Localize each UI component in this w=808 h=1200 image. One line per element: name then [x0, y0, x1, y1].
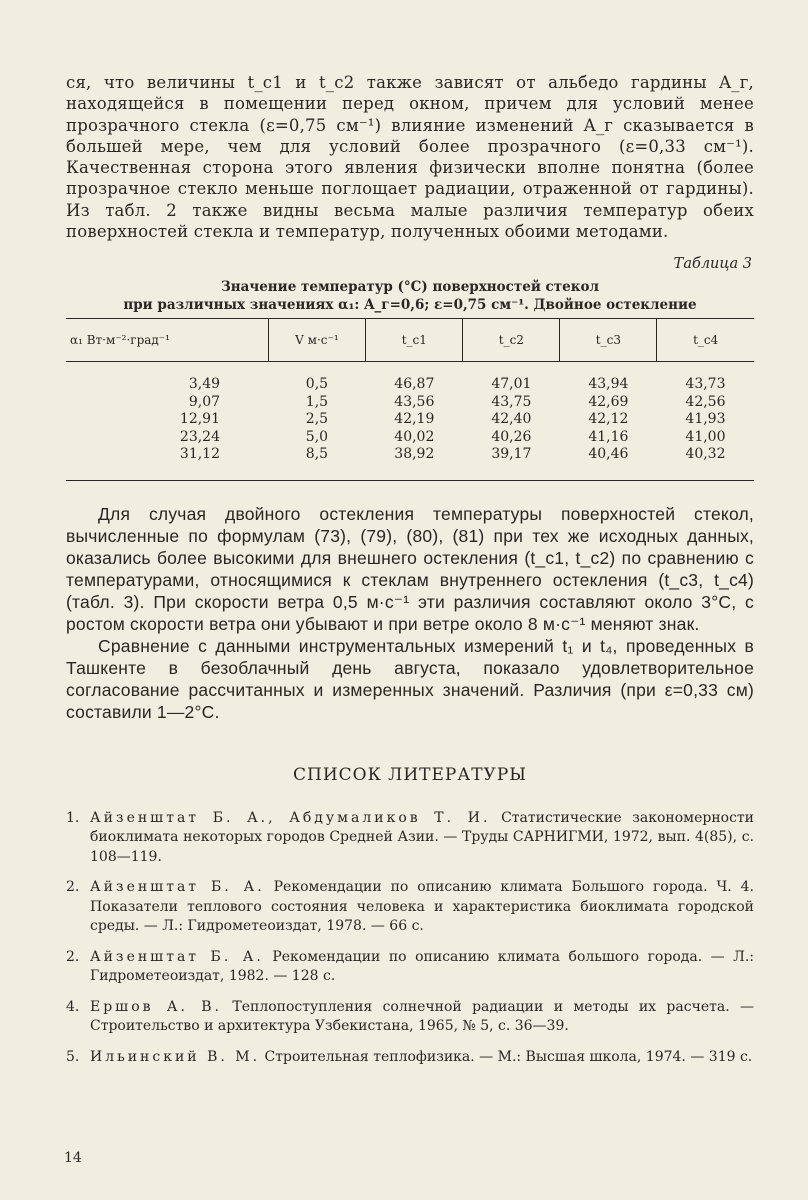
reference-item — [66, 948, 754, 987]
table-title-line-1: Значение температур (°С) поверхностей стекол — [220, 279, 600, 296]
table-cell: 42,40 — [491, 411, 532, 428]
reference-text: Рекомендации по описанию климата большого города. — Л.: Гидрометеоиздат, 1982. — 128 с. — [90, 948, 755, 985]
reference-item — [66, 878, 754, 937]
table-cell: 43,56 — [394, 393, 435, 410]
reference-text: Рекомендации по описанию климата Большого города. Ч. 4. Показатели теплового состояния человека и характеристика биоклимата городской среды. — Л.: Гидрометеоиздат, 1978. — 66 с. — [90, 879, 755, 935]
references-heading: СПИСОК ЛИТЕРАТУРЫ — [292, 764, 528, 785]
references-list — [66, 809, 754, 1068]
table-row — [66, 446, 754, 480]
table-cell: 43,75 — [491, 393, 532, 410]
reference-authors: Ильинский В. М. — [90, 1048, 261, 1065]
table-cell: 41,16 — [588, 428, 629, 445]
table-header-row — [66, 319, 754, 362]
table-cell: 41,00 — [685, 428, 726, 445]
table-cell: 41,93 — [685, 411, 726, 428]
reference-number: 2. — [66, 948, 80, 965]
reference-authors: Айзенштат Б. А. — [90, 879, 265, 896]
reference-number: 2. — [66, 879, 80, 896]
table-cell: 12,91 — [179, 411, 221, 428]
reference-item — [66, 809, 754, 868]
table-cell: 43,73 — [685, 376, 726, 393]
table-cell: 42,12 — [588, 411, 629, 428]
table-cell: 42,69 — [588, 393, 629, 410]
page-number: 14 — [64, 1150, 82, 1166]
table-cell: 3,49 — [188, 376, 221, 393]
table-header-cell: t_c4 — [657, 319, 754, 362]
page-body — [66, 72, 754, 1078]
table-cell: 40,32 — [657, 446, 754, 480]
table-header-cell: t_c1 — [366, 319, 463, 362]
table-cell: 40,26 — [491, 428, 532, 445]
table-cell: 39,17 — [463, 446, 560, 480]
table-cell: 2,5 — [305, 411, 329, 428]
reference-authors: Айзенштат Б. А., Абдумаликов Т. И. — [90, 809, 491, 826]
table-row — [66, 362, 754, 394]
temperature-table — [66, 318, 754, 481]
table-body — [66, 362, 754, 481]
table-cell: 23,24 — [179, 428, 221, 445]
table-cell: 47,01 — [491, 376, 532, 393]
paragraph-double-glazing: Для случая двойного остекления температуры поверхностей стекол, вычисленные по формулам (73), (79), (80), (81) при тех же исходных данных, оказались более высокими для внешнего остекления (t_c1, t_c2) по сравнению с температурами, относящимися к стеклам внутреннего остекления (t_c3, t_c4) (табл. 3). При скорости ветра 0,5 м·с⁻¹ эти различия составляют около 3°С, с ростом скорости ветра они убывают и при ветре около 8 м·с⁻¹ меняют знак. — [66, 503, 754, 634]
table-row — [66, 394, 754, 412]
reference-text: Строительная теплофизика. — М.: Высшая школа, 1974. — 319 с. — [264, 1048, 753, 1065]
table-cell: 38,92 — [366, 446, 463, 480]
reference-number: 4. — [66, 998, 80, 1015]
table-cell: 43,94 — [588, 376, 629, 393]
table-title — [66, 278, 754, 314]
table-cell: 42,56 — [685, 393, 726, 410]
table-cell: 31,12 — [66, 446, 268, 480]
table-cell: 42,19 — [394, 411, 435, 428]
reference-text: Теплопоступления солнечной радиации и методы их расчета. — Строительство и архитектура Узбекистана, 1965, № 5, с. 36—39. — [90, 998, 754, 1035]
reference-item — [66, 1048, 754, 1068]
table-row — [66, 429, 754, 447]
table-header-cell: t_c2 — [463, 319, 560, 362]
reference-authors: Айзенштат Б. А. — [90, 948, 264, 965]
reference-text: Статистические закономерности биоклимата некоторых городов Средней Азии. — Труды САРНИГМИ, 1972, вып. 4(85), с. 108—119. — [90, 809, 754, 865]
reference-number: 5. — [66, 1048, 80, 1065]
table-cell: 9,07 — [188, 393, 221, 410]
table-row — [66, 411, 754, 429]
table-caption: Таблица 3 — [673, 256, 752, 273]
table-cell: 46,87 — [394, 376, 435, 393]
table-cell: 40,02 — [394, 428, 435, 445]
table-title-line-2: при различных значениях α₁: A_г=0,6; ε=0,75 см⁻¹. Двойное остекление — [123, 297, 697, 314]
top-paragraph: ся, что величины t_c1 и t_c2 также зависят от альбедо гардины A_г, находящейся в помещении перед окном, причем для условий менее прозрачного стекла (ε=0,75 см⁻¹) влияние изменений A_г сказывается в большей мере, чем для условий более прозрачного (ε=0,33 см⁻¹). Качественная сторона этого явления физически вполне понятна (более прозрачное стекло меньше поглощает радиации, отраженной от гардины). Из табл. 2 также видны весьма малые различия температур обеих поверхностей стекла и температур, полученных обоими методами. — [66, 73, 754, 242]
table-header-cell: V м·с⁻¹ — [268, 319, 366, 362]
reference-authors: Ершов А. В. — [90, 998, 223, 1015]
table-cell: 1,5 — [305, 393, 329, 410]
table-header-cell: α₁ Вт·м⁻²·град⁻¹ — [66, 319, 268, 362]
table-cell: 40,46 — [560, 446, 657, 480]
paragraph-tashkent: Сравнение с данными инструментальных измерений t₁ и t₄, проведенных в Ташкенте в безоблачный день августа, показало удовлетворительное согласование рассчитанных и измеренных значений. Различия (при ε=0,33 см) составили 1—2°С. — [66, 635, 754, 722]
table-cell: 0,5 — [305, 376, 329, 393]
table-header-cell: t_c3 — [560, 319, 657, 362]
reference-number: 1. — [66, 809, 80, 826]
reference-item — [66, 998, 754, 1037]
table-cell: 8,5 — [268, 446, 366, 480]
table-cell: 5,0 — [305, 428, 329, 445]
